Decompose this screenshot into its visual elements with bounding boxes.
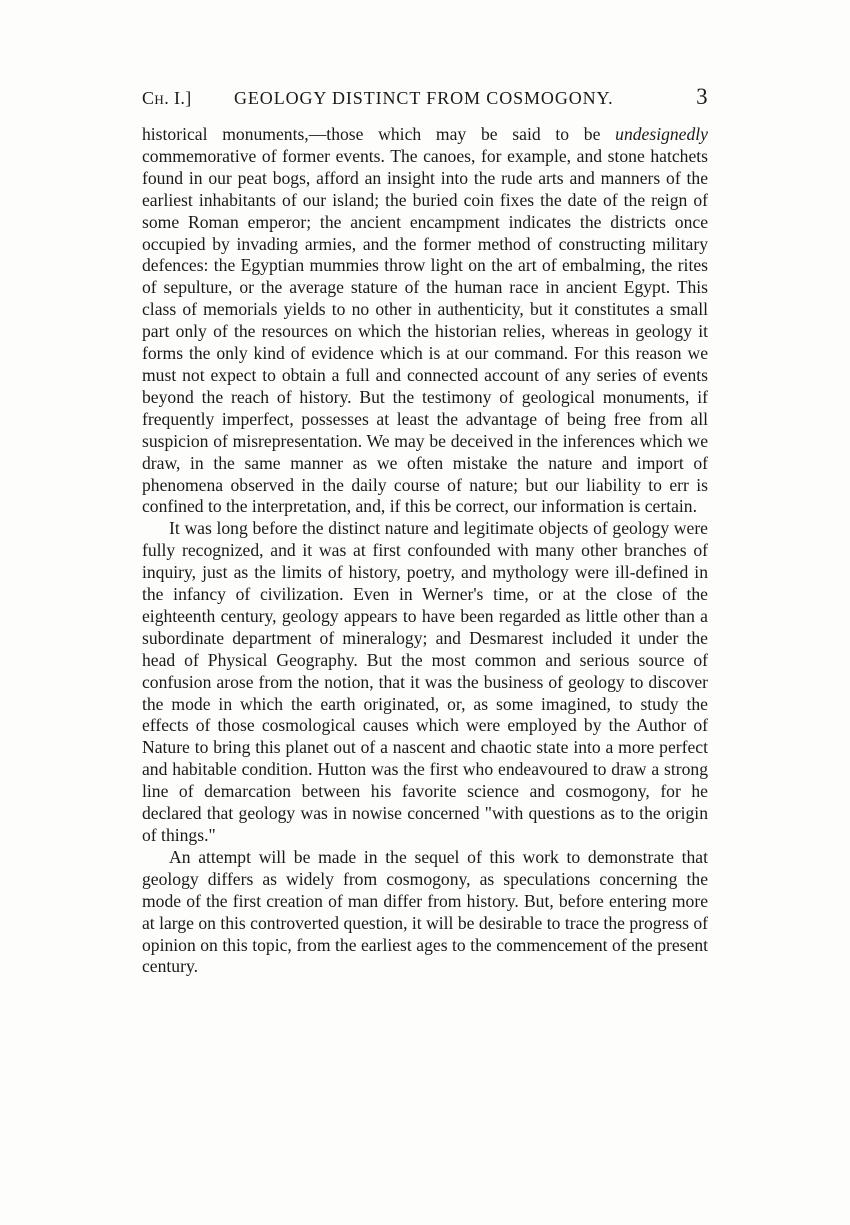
running-head: [142, 84, 708, 118]
running-title: GEOLOGY DISTINCT FROM COSMOGONY.: [234, 88, 614, 108]
chapter-marker: Ch. I.]: [142, 88, 192, 108]
body-text: [142, 124, 708, 978]
paragraph-3: An attempt will be made in the sequel of this work to demonstrate that geology differs as widely from cosmogony, as speculations concerning the mode of the first creation of man differ from history. But, before entering more at large on this controverted question, it will be desirable to trace the progress of opinion on this topic, from the earliest ages to the commencement of the present century.: [142, 846, 708, 977]
emphasis-undesignedly: undesignedly: [615, 124, 708, 144]
page-number: 3: [696, 84, 708, 109]
paragraph-2: It was long before the distinct nature and legitimate objects of geology were fully recognized, and it was at first confounded with many other branches of inquiry, just as the limits of history, poetry, and mythology were ill-defined in the infancy of civilization. Even in Werner's time, or at the close of the eighteenth century, geology appears to have been regarded as little other than a subordinate department of mineralogy; and Desmarest included it under the head of Physical Geography. But the most common and serious source of confusion arose from the notion, that it was the business of geology to discover the mode in which the earth originated, or, as some imagined, to study the effects of those cosmological causes which were employed by the Author of Nature to bring this planet out of a nascent and chaotic state into a more perfect and habitable condition. Hutton was the first who endeavoured to draw a strong line of demarcation between his favorite science and cosmogony, for he declared that geology was in nowise concerned "with questions as to the origin of things.": [142, 518, 708, 845]
paragraph-1: historical monuments,—those which may be said to be undesignedly commemorative of former events. The canoes, for example, and stone hatchets found in our peat bogs, afford an insight into the rude arts and manners of the earliest inhabitants of our island; the buried coin fixes the date of the reign of some Roman emperor; the ancient encampment indicates the districts once occupied by invading armies, and the former method of constructing military defences: the Egyptian mummies throw light on the art of embalming, the rites of sepulture, or the average stature of the human race in ancient Egypt. This class of memorials yields to no other in authenticity, but it constitutes a small part only of the resources on which the historian relies, whereas in geology it forms the only kind of evidence which is at our command. For this reason we must not expect to obtain a full and connected account of any series of events beyond the reach of history. But the testimony of geological monuments, if frequently imperfect, possesses at least the advantage of being free from all suspicion of misrepresentation. We may be deceived in the inferences which we draw, in the same manner as we often mistake the nature and import of phenomena observed in the daily course of nature; but our liability to err is confined to the interpretation, and, if this be correct, our information is certain.: [142, 124, 708, 517]
